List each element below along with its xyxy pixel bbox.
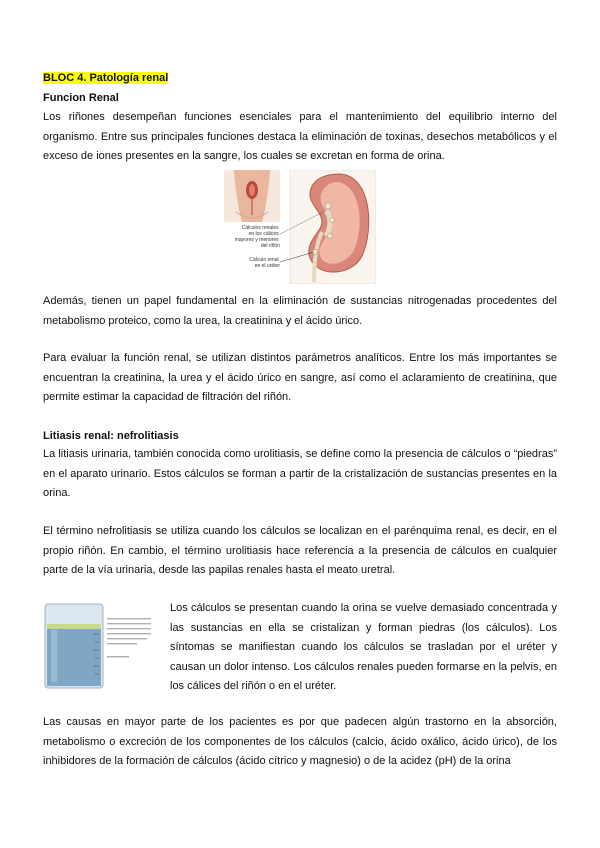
paragraph: El término nefrolitiasis se utiliza cuando los cálculos se localizan en el parénquima renal, es decir, en el propio riñón. En cambio, el término urolitiasis hace referencia a la presencia de cálculos en cualquier parte de la vía urinaria, desde las papilas renales hasta el meato uretral. — [43, 525, 557, 576]
paragraph: Las causas en mayor parte de los pacientes es por que padecen algún trastorno en la absorción, metabolismo o excreción de los componentes de los cálculos (calcio, ácido oxálico, ácido úrico), de los inhibidores de la formación de cálculos (ácido cítrico y magnesio) o de la acidez (pH) de la orina — [43, 716, 557, 767]
kidney-stones-figure — [222, 170, 376, 284]
kidney-cross-section — [290, 170, 376, 284]
figure-label-ureter: Cálculo renal en el uréter — [249, 257, 280, 269]
paragraph: Para evaluar la función renal, se utilizan distintos parámetros analíticos. Entre los más importantes se encuentran la creatinina, la urea y el ácido úrico en sangre, así como el aclaramiento de creatinina, que permite estimar la capacidad de filtración del riñón. — [43, 352, 557, 403]
paragraph: Además, tienen un papel fundamental en la eliminación de sustancias nitrogenadas procedentes del metabolismo proteico, como la urea, la creatinina y el ácido úrico. — [43, 295, 557, 327]
beaker-figure — [43, 600, 161, 692]
paragraph: Los riñones desempeñan funciones esenciales para el mantenimiento del equilibrio interno del organismo. Entre sus principales funciones destaca la eliminación de toxinas, desechos metabólicos y el exceso de iones presentes en la sangre, los cuales se excretan en forma de orina. — [43, 111, 557, 162]
section-heading-funcion-renal: Funcion Renal — [43, 92, 119, 104]
document-title: BLOC 4. Patología renal — [43, 72, 169, 84]
paragraph-beside-figure: Los cálculos se presentan cuando la orina se vuelve demasiado concentrada y las sustancias en ella se cristalizan y forman piedras (los cálculos). Los síntomas se manifiestan cuando los cálculos se trasladan por el uréter y causan un dolor intenso. Los cálculos renales pueden formarse en la pelvis, en los cálices del riñón o en el uréter. — [170, 602, 557, 692]
figure-label-calices: Cálculos renales en los cálices mayores y menores del riñón — [234, 225, 280, 249]
paragraph: La litiasis urinaria, también conocida como urolitiasis, se define como la presencia de cálculos o “piedras” en el aparato urinario. Estos cálculos se forman a partir de la cristalización de sustancias presentes en la orina. — [43, 448, 557, 499]
section-heading-litiasis: Litiasis renal: nefrolitiasis — [43, 430, 179, 442]
torso-illustration — [224, 170, 280, 222]
